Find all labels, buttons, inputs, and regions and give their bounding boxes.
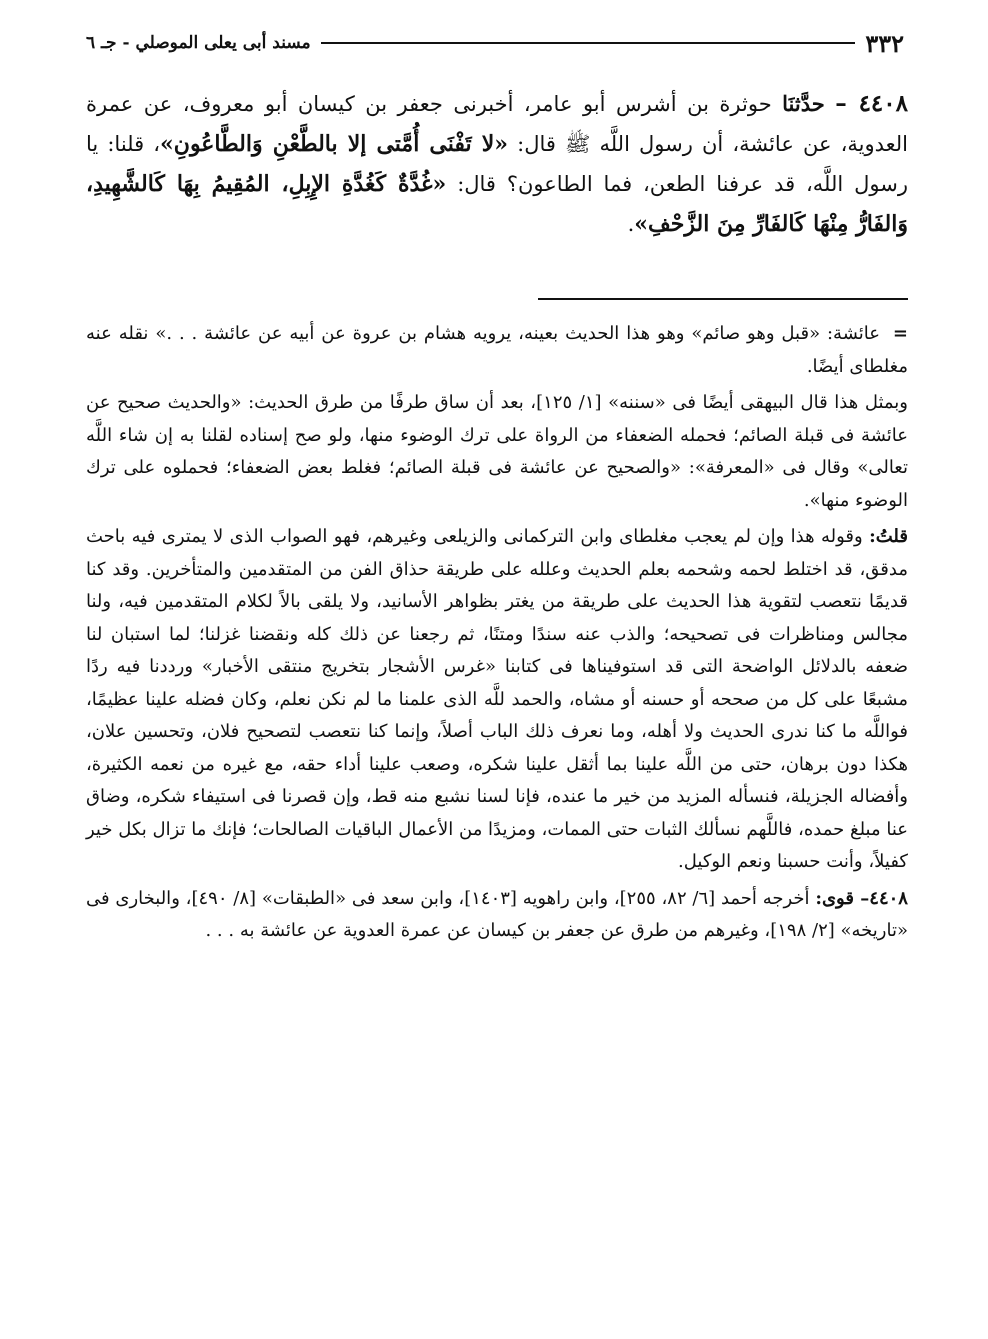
footnote-paragraph-3 (86, 521, 908, 879)
takhrij-text: أخرجه أحمد [٦/ ٨٢، ٢٥٥]، وابن راهويه [١٤٠٣]، وابن سعد فى «الطبقات» [٨/ ٤٩٠]، والبخارى فى «تاريخه» [٢/ ١٩٨]، وغيرهم من طرق عن جعفر بن كيسان عن عمرة العدوية عن عائشة به . . . (86, 887, 908, 941)
footnotes (86, 318, 908, 952)
footnote-text-1: عائشة: «قبل وهو صائم» وهو هذا الحديث بعينه، يرويه هشام بن عروة عن أبيه عن عائشة . . .» نقله عنه مغلطاى أيضًا. (86, 323, 908, 377)
continuation-marker: = (892, 323, 908, 344)
hadith-quote-1: «لا تَفْنَى أُمَّتى إلا بالطَّعْنِ وَالطَّاعُونِ» (160, 131, 509, 157)
takhrij-reference: ٤٤٠٨– قوى: (815, 887, 908, 909)
hadith-isnad: حوثرة بن أشرس أبو عامر، أخبرنى جعفر بن كيسان أبو معروف، عن عمرة العدوية، عن عائشة، أن رسول اللَّه ﷺ قال: (86, 92, 908, 156)
hadith-lead: حدَّثنَا (782, 91, 825, 116)
takhrij-paragraph (86, 883, 908, 948)
footnote-text-2: وبمثل هذا قال البيهقى أيضًا فى «سننه» [١/ ١٢٥]، بعد أن ساق طرفًا من طرق الحديث: «والحديث صحيح عن عائشة فى قبلة الصائم؛ فحمله الضعفاء من الرواة على ترك الوضوء منها، ولو صح إسناده لقلنا به إن شاء اللَّه تعالى» وقال فى «المعرفة»: «والصحيح عن عائشة فى قبلة الصائم؛ فغلط بعض الضعفاء؛ فحملوه على ترك الوضوء منها». (86, 392, 909, 511)
page-number: ٣٣٢ (865, 28, 904, 58)
running-header (86, 26, 904, 60)
book-title: مسند أبى يعلى الموصلي - جـ ٦ (86, 33, 311, 53)
footnote-paragraph-2 (86, 387, 908, 517)
hadith-number: ٤٤٠٨ – (835, 90, 908, 117)
qultu-label: قلتُ: (869, 526, 908, 547)
hadith-end: . (627, 212, 635, 236)
footnote-text-3: وقوله هذا وإن لم يعجب مغلطاى وابن التركمانى والزيلعى وغيرهم، فهو الصواب الذى لا يمترى فيه باحث مدقق، قد اختلط لحمه وشحمه بعلم الحديث وعلله على طريقة حذاق الفن من المتقدمين والمتأخرين. وقد كنا قديمًا نتعصب لتقوية هذا الحديث على طريقة من يغتر بظواهر الأسانيد، ولا يلقى بالاً لكلام المتقدمين فيه، ولنا مجالس ومناظرات فى تصحيحه؛ والذب عنه سندًا ومتنًا، ثم رجعنا عن ذلك كله ونقضنا غزلنا؛ لما استبان لنا ضعفه بالدلائل الواضحة التى قد استوفيناها فى كتابنا «غرس الأشجار بتخريج منتقى الأخبار» ورددنا فيه ردًا مشبعًا على كل من صححه أو حسنه أو مشاه، والحمد للَّه الذى علمنا ما لم نكن نعلم، وكان فضله علينا عظيمًا، فواللَّه ما كنا ندرى الحديث ولا أهله، وما نعرف ذلك الباب أصلاً، وإنما كنا نتعصب لتصحيح فلان، وتحسين علان، هكذا دون برهان، حتى من اللَّه علينا بما أثقل علينا شكره، وصعب علينا أداء حقه، مع غيره من نعمه الكثيرة، وأفضاله الجزيلة، فنسأله المزيد من خير ما عنده، فإنا لسنا نشبع منه قط، وإن قصرنا فى استيفاء شكره، وضاق عنا مبلغ حمده، فاللَّهم نسألك الثبات حتى الممات، ومزيدًا من الأعمال الباقيات الصالحات؛ فإنك ما تزال بكل خير كفيلاً، وأنت حسبنا ونعم الوكيل. (86, 526, 909, 872)
hadith-paragraph (86, 84, 908, 244)
hadith-quote-2: «غُدَّةٌ كَغُدَّةِ الإِبِلِ، المُقِيمُ بِهَا كَالشَّهِيدِ، وَالفَارُّ مِنْهَا كَالفَارِّ مِنَ الزَّحْفِ» (86, 171, 908, 237)
footnote-paragraph-1 (86, 318, 908, 383)
hadith-text (86, 84, 908, 244)
footnote-divider (538, 298, 908, 300)
header-rule (321, 42, 856, 44)
hadith-middle: ، قلنا: يا رسول اللَّه، قد عرفنا الطعن، فما الطاعون؟ قال: (86, 132, 908, 196)
